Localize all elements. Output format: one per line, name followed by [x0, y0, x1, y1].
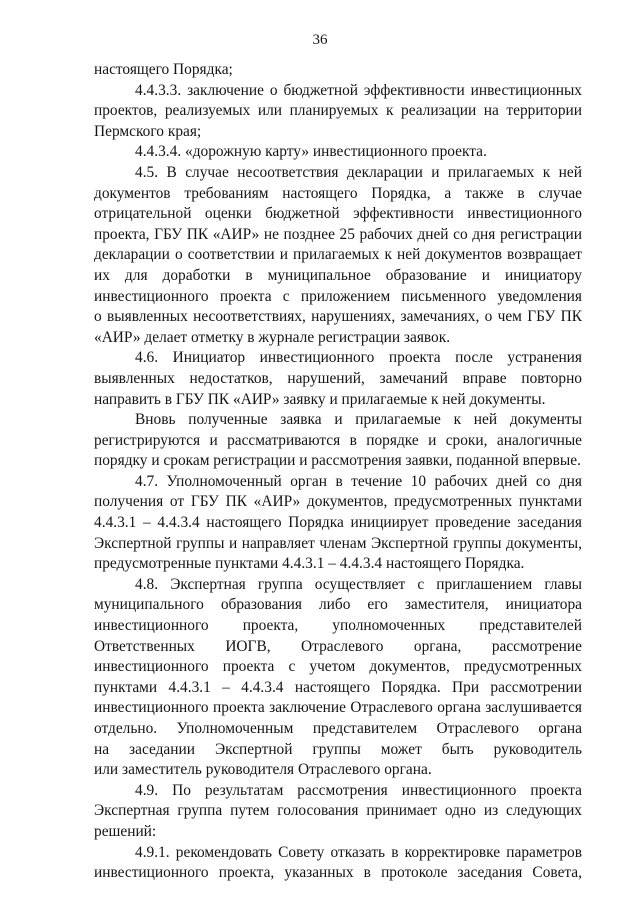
text-line: на заседании Экспертной группы может быть руководитель: [94, 740, 582, 758]
text-line: 4.6. Инициатор инвестиционного проекта после устранения: [135, 349, 582, 367]
text-line: документов требованиям настоящего Порядка, а также в случае: [94, 184, 582, 202]
text-line: решений:: [94, 822, 157, 840]
text-line: или заместитель руководителя Отраслевого органа.: [94, 761, 432, 779]
text-line: проектов, реализуемых или планируемых к реализации на территории: [94, 102, 582, 120]
text-line: инвестиционного проекта с учетом документов, предусмотренных: [94, 658, 582, 676]
text-line: настоящего Порядка;: [94, 61, 233, 78]
text-line: инвестиционного проекта с приложением письменного уведомления: [94, 287, 582, 305]
document-body: [94, 60, 582, 884]
text-line: 4.9. По результатам рассмотрения инвестиционного проекта: [135, 781, 582, 799]
text-line: 4.5. В случае несоответствия декларации и прилагаемых к ней: [135, 163, 582, 181]
text-line: муниципального образования либо его заместителя, инициатора: [94, 596, 582, 614]
text-line: Экспертная группа путем голосования принимает одно из следующих: [94, 802, 582, 820]
text-line: инвестиционного проекта, уполномоченных представителей: [94, 617, 582, 635]
text-line: инвестиционного проекта заключение Отраслевого органа заслушивается: [94, 699, 582, 717]
text-line: 4.9.1. рекомендовать Совету отказать в корректировке параметров: [135, 843, 582, 861]
text-line: Экспертной группы и направляет членам Экспертной группы документы,: [94, 534, 582, 552]
text-line: выявленных недостатков, нарушений, замечаний вправе повторно: [94, 369, 582, 387]
text-line: проекта, ГБУ ПК «АИР» не позднее 25 рабочих дней со дня регистрации: [94, 225, 582, 243]
text-line: пунктами 4.4.3.1 – 4.4.3.4 настоящего Порядка. При рассмотрении: [94, 678, 582, 696]
text-line: получения от ГБУ ПК «АИР» документов, предусмотренных пунктами: [94, 493, 582, 511]
text-line: направить в ГБУ ПК «АИР» заявку и прилагаемые к ней документы.: [94, 390, 546, 408]
text-line: Ответственных ИОГВ, Отраслевого органа, рассмотрение: [94, 637, 582, 655]
text-line: их для доработки в муниципальное образование и инициатору: [94, 266, 582, 284]
text-line: отдельно. Уполномоченным представителем Отраслевого органа: [94, 720, 582, 737]
text-line: о выявленных несоответствиях, нарушениях, замечаниях, о чем ГБУ ПК: [94, 308, 582, 326]
text-line: предусмотренные пунктами 4.4.3.1 – 4.4.3.4 настоящего Порядка.: [94, 555, 525, 573]
text-line: 4.4.3.4. «дорожную карту» инвестиционного проекта.: [135, 143, 487, 161]
text-line: 4.4.3.3. заключение о бюджетной эффективности инвестиционных: [135, 81, 582, 99]
text-line: отрицательной оценки бюджетной эффективности инвестиционного: [94, 205, 582, 223]
text-line: Пермского края;: [94, 122, 202, 140]
text-line: 4.4.3.1 – 4.4.3.4 настоящего Порядка инициирует проведение заседания: [94, 514, 582, 532]
text-line: 4.8. Экспертная группа осуществляет с приглашением главы: [135, 575, 582, 593]
text-line: порядку и срокам регистрации и рассмотрения заявки, поданной впервые.: [94, 452, 581, 470]
text-line: «АИР» делает отметку в журнале регистрации заявок.: [94, 328, 451, 346]
text-line: инвестиционного проекта, указанных в протоколе заседания Совета,: [94, 864, 582, 882]
page-number: 36: [312, 32, 328, 48]
text-line: 4.7. Уполномоченный орган в течение 10 рабочих дней со дня: [135, 472, 582, 490]
text-line: Вновь полученные заявка и прилагаемые к ней документы: [135, 411, 582, 429]
text-line: регистрируются и рассматриваются в порядке и сроки, аналогичные: [94, 431, 582, 449]
text-line: декларации о соответствии и прилагаемых к ней документов возвращает: [94, 246, 582, 264]
